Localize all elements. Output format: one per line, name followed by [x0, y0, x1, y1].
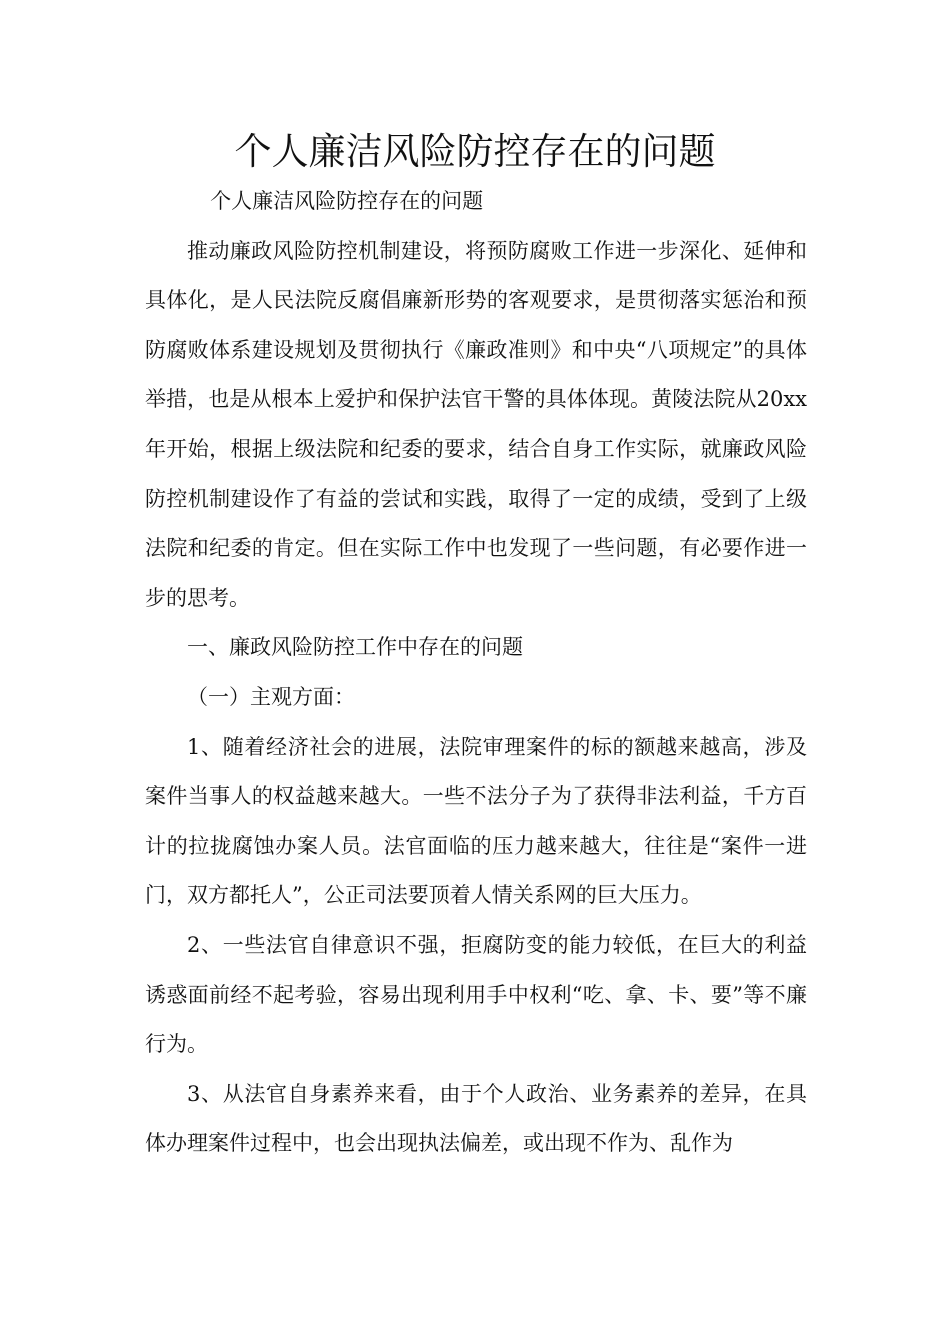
paragraph-item-3: 3、从法官自身素养来看，由于个人政治、业务素养的差异，在具体办理案件过程中，也会出现执法偏差，或出现不作为、乱作为: [145, 1081, 807, 1156]
subsection-heading-subjective: （一）主观方面：: [187, 684, 355, 709]
document-subtitle: 个人廉洁风险防控存在的问题: [210, 189, 484, 213]
paragraph-item-1: 1、随着经济社会的进展，法院审理案件的标的额越来越高，涉及案件当事人的权益越来越大。一些不法分子为了获得非法利益，千方百计的拉拢腐蚀办案人员。法官面临的压力越来越大，往往是“案件一进门，双方都托人”，公正司法要顶着人情关系网的巨大压力。: [145, 734, 807, 908]
document-body: [145, 177, 807, 1169]
paragraph-intro: 推动廉政风险防控机制建设，将预防腐败工作进一步深化、延伸和具体化，是人民法院反腐倡廉新形势的客观要求，是贯彻落实惩治和预防腐败体系建设规划及贯彻执行《廉政准则》和中央“八项规定”的具体举措，也是从根本上爱护和保护法官干警的具体体现。黄陵法院从20xx年开始，根据上级法院和纪委的要求，结合自身工作实际，就廉政风险防控机制建设作了有益的尝试和实践，取得了一定的成绩，受到了上级法院和纪委的肯定。但在实际工作中也发现了一些问题，有必要作进一步的思考。: [145, 238, 807, 610]
section-heading-1: 一、廉政风险防控工作中存在的问题: [187, 635, 523, 660]
paragraph-item-2: 2、一些法官自律意识不强，拒腐防变的能力较低，在巨大的利益诱惑面前经不起考验，容易出现利用手中权利“吃、拿、卡、要”等不廉行为。: [145, 932, 807, 1057]
document-title: 个人廉洁风险防控存在的问题: [234, 130, 716, 173]
